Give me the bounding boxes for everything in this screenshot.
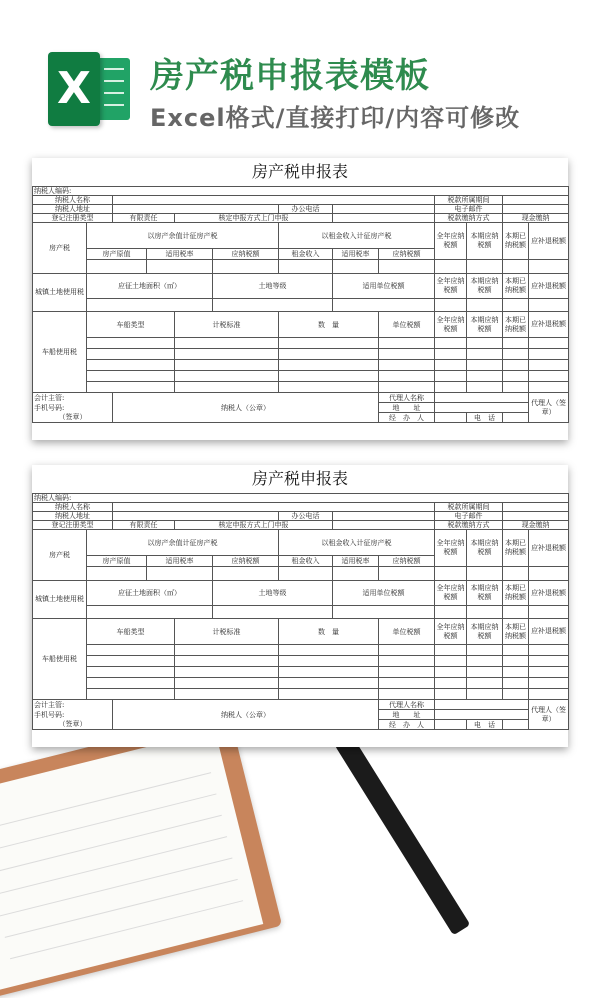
rent-income-header: 以租金收入计征房产税	[279, 223, 435, 249]
office-phone-value[interactable]	[333, 205, 435, 214]
input-cell[interactable]	[503, 360, 529, 371]
form-sheet-1	[32, 158, 568, 440]
taxpayer-address-value[interactable]	[113, 512, 279, 521]
agent-address-label: 地 址	[379, 403, 435, 413]
input-cell[interactable]	[435, 371, 467, 382]
input-cell[interactable]	[379, 360, 435, 371]
pen-image	[332, 730, 471, 936]
input-cell[interactable]	[435, 338, 467, 349]
input-cell[interactable]	[503, 689, 529, 700]
vehicle-type-header: 车船类型	[87, 619, 175, 645]
land-annual-tax-header: 全年应纳税额	[435, 274, 467, 299]
mobile-number-label: 手机号码:	[33, 403, 113, 413]
tax-due-refund-header: 应补退税额	[529, 223, 569, 260]
input-cell[interactable]	[379, 260, 435, 274]
email-value[interactable]	[503, 205, 569, 214]
tax-standard-header: 计税标准	[175, 312, 279, 338]
form-title: 房产税申报表	[251, 162, 348, 181]
input-cell[interactable]	[467, 360, 503, 371]
input-cell[interactable]	[379, 382, 435, 393]
registration-type-label: 登记注册类型	[33, 521, 113, 530]
handler-value[interactable]	[435, 720, 467, 730]
input-cell[interactable]	[279, 349, 379, 360]
rent-tax-payable-header: 应纳税额	[379, 556, 435, 567]
rent-rate-header: 适用税率	[333, 249, 379, 260]
input-cell[interactable]	[435, 360, 467, 371]
page-title: 房产税申报表模板	[150, 56, 430, 96]
residual-value-header: 以房产余值计征房产税	[87, 530, 279, 556]
input-cell[interactable]	[379, 689, 435, 700]
land-area-header: 应征土地面积（㎡）	[87, 274, 213, 299]
rate-header: 适用税率	[147, 556, 213, 567]
current-tax-paid-header: 本期已纳税额	[503, 223, 529, 260]
input-cell[interactable]	[279, 656, 379, 667]
input-cell[interactable]	[87, 260, 147, 274]
annual-tax-header: 全年应纳税额	[435, 530, 467, 567]
input-cell[interactable]	[529, 338, 569, 349]
vehicle-current-tax-header: 本期应纳税额	[467, 619, 503, 645]
input-cell[interactable]	[175, 338, 279, 349]
urban-land-tax-label: 城镇土地使用税	[33, 581, 87, 619]
input-cell[interactable]	[333, 606, 435, 619]
input-cell[interactable]	[529, 360, 569, 371]
tax-payable-header: 应纳税额	[213, 249, 279, 260]
tax-form-table	[32, 186, 569, 423]
vehicle-type-header: 车船类型	[87, 312, 175, 338]
taxpayer-name-value[interactable]	[113, 196, 435, 205]
input-cell[interactable]	[379, 645, 435, 656]
taxpayer-name-value[interactable]	[113, 503, 435, 512]
input-cell[interactable]	[175, 382, 279, 393]
page-header	[0, 0, 600, 150]
input-cell[interactable]	[87, 689, 175, 700]
accounting-supervisor-label: 会计主管:	[33, 393, 113, 403]
input-cell[interactable]	[529, 349, 569, 360]
input-cell[interactable]	[435, 645, 467, 656]
input-cell[interactable]	[147, 260, 213, 274]
input-cell[interactable]	[503, 299, 529, 312]
input-cell[interactable]	[435, 667, 467, 678]
input-cell[interactable]	[529, 371, 569, 382]
vehicle-current-tax-header: 本期应纳税额	[467, 312, 503, 338]
email-label: 电子邮件	[435, 205, 503, 214]
unit-tax-header: 单位税额	[379, 619, 435, 645]
input-cell[interactable]	[333, 260, 379, 274]
input-cell[interactable]	[87, 567, 147, 581]
input-cell[interactable]	[213, 299, 333, 312]
input-cell[interactable]	[279, 260, 333, 274]
input-cell[interactable]	[467, 678, 503, 689]
input-cell[interactable]	[529, 667, 569, 678]
land-tax-refund-header: 应补退税额	[529, 581, 569, 606]
land-tax-refund-header: 应补退税额	[529, 274, 569, 299]
input-cell[interactable]	[467, 667, 503, 678]
input-cell[interactable]	[467, 338, 503, 349]
land-tax-paid-header: 本期已纳税额	[503, 274, 529, 299]
input-cell[interactable]	[503, 656, 529, 667]
input-cell[interactable]	[467, 371, 503, 382]
land-current-tax-header: 本期应纳税额	[467, 274, 503, 299]
input-cell[interactable]	[379, 667, 435, 678]
input-cell[interactable]	[467, 349, 503, 360]
input-cell[interactable]	[467, 299, 503, 312]
current-tax-paid-header: 本期已纳税额	[503, 530, 529, 567]
input-cell[interactable]	[529, 656, 569, 667]
input-cell[interactable]	[213, 606, 333, 619]
input-cell[interactable]	[87, 606, 213, 619]
input-cell[interactable]	[379, 656, 435, 667]
input-cell[interactable]	[175, 349, 279, 360]
input-cell[interactable]	[279, 689, 379, 700]
rent-tax-payable-header: 应纳税额	[379, 249, 435, 260]
input-cell[interactable]	[147, 567, 213, 581]
input-cell[interactable]	[435, 260, 467, 274]
input-cell[interactable]	[529, 299, 569, 312]
current-tax-payable-header: 本期应纳税额	[467, 223, 503, 260]
tax-period-label: 税款所属期间	[435, 503, 503, 512]
vehicle-annual-tax-header: 全年应纳税额	[435, 312, 467, 338]
input-cell[interactable]	[503, 382, 529, 393]
input-cell[interactable]	[435, 606, 467, 619]
input-cell[interactable]	[435, 678, 467, 689]
registration-type-value: 有限责任	[113, 521, 175, 530]
vehicle-tax-label: 车船使用税	[33, 312, 87, 393]
input-cell[interactable]	[333, 299, 435, 312]
email-label: 电子邮件	[435, 512, 503, 521]
email-value[interactable]	[503, 512, 569, 521]
input-cell[interactable]	[175, 678, 279, 689]
handler-value[interactable]	[435, 413, 467, 423]
office-phone-value[interactable]	[333, 512, 435, 521]
input-cell[interactable]	[213, 567, 279, 581]
input-cell[interactable]	[503, 678, 529, 689]
input-cell[interactable]	[279, 678, 379, 689]
input-cell[interactable]	[87, 299, 213, 312]
vehicle-tax-refund-header: 应补退税额	[529, 312, 569, 338]
signature-label: （签章）	[33, 720, 113, 730]
form-sheet-2	[32, 465, 568, 747]
input-cell[interactable]	[175, 689, 279, 700]
input-cell[interactable]	[213, 260, 279, 274]
telephone-label: 电 话	[467, 413, 503, 423]
rate-header: 适用税率	[147, 249, 213, 260]
input-cell[interactable]	[503, 349, 529, 360]
blank-cell[interactable]	[333, 521, 435, 530]
rent-income-header: 以租金收入计征房产税	[279, 530, 435, 556]
registration-type-value: 有限责任	[113, 214, 175, 223]
tax-due-refund-header: 应补退税额	[529, 530, 569, 567]
office-phone-label: 办公电话	[279, 205, 333, 214]
input-cell[interactable]	[279, 338, 379, 349]
taxpayer-address-value[interactable]	[113, 205, 279, 214]
input-cell[interactable]	[503, 567, 529, 581]
page-subtitle: Excel格式/直接打印/内容可修改	[150, 104, 521, 132]
blank-cell[interactable]	[333, 214, 435, 223]
agent-name-value[interactable]	[435, 700, 529, 710]
input-cell[interactable]	[175, 667, 279, 678]
land-annual-tax-header: 全年应纳税额	[435, 581, 467, 606]
registration-type-label: 登记注册类型	[33, 214, 113, 223]
tax-payable-header: 应纳税额	[213, 556, 279, 567]
vehicle-annual-tax-header: 全年应纳税额	[435, 619, 467, 645]
input-cell[interactable]	[529, 689, 569, 700]
property-tax-label: 房产税	[33, 530, 87, 581]
input-cell[interactable]	[503, 667, 529, 678]
input-cell[interactable]	[87, 382, 175, 393]
input-cell[interactable]	[467, 382, 503, 393]
input-cell[interactable]	[87, 349, 175, 360]
annual-tax-header: 全年应纳税额	[435, 223, 467, 260]
agent-name-value[interactable]	[435, 393, 529, 403]
taxpayer-name-label: 纳税人名称	[33, 196, 113, 205]
input-cell[interactable]	[379, 567, 435, 581]
handler-label: 经 办 人	[379, 413, 435, 423]
input-cell[interactable]	[175, 360, 279, 371]
input-cell[interactable]	[435, 656, 467, 667]
input-cell[interactable]	[379, 338, 435, 349]
tax-form-table	[32, 493, 569, 730]
taxpayer-code-label: 纳税人编码:	[33, 187, 569, 196]
input-cell[interactable]	[503, 371, 529, 382]
land-grade-header: 土地等级	[213, 274, 333, 299]
input-cell[interactable]	[435, 382, 467, 393]
rent-income-col-header: 租金收入	[279, 249, 333, 260]
taxpayer-name-label: 纳税人名称	[33, 503, 113, 512]
input-cell[interactable]	[467, 656, 503, 667]
input-cell[interactable]	[467, 606, 503, 619]
input-cell[interactable]	[279, 371, 379, 382]
signature-label: （签章）	[33, 413, 113, 423]
excel-logo-icon: X	[48, 52, 134, 126]
input-cell[interactable]	[467, 645, 503, 656]
residual-value-header: 以房产余值计征房产税	[87, 223, 279, 249]
input-cell[interactable]	[279, 567, 333, 581]
input-cell[interactable]	[529, 606, 569, 619]
input-cell[interactable]	[467, 567, 503, 581]
input-cell[interactable]	[87, 645, 175, 656]
agent-name-label: 代理人名称	[379, 700, 435, 710]
input-cell[interactable]	[435, 689, 467, 700]
input-cell[interactable]	[503, 338, 529, 349]
input-cell[interactable]	[435, 299, 467, 312]
unit-tax-applicable-header: 适用单位税额	[333, 581, 435, 606]
input-cell[interactable]	[279, 667, 379, 678]
input-cell[interactable]	[87, 656, 175, 667]
input-cell[interactable]	[87, 667, 175, 678]
tax-standard-header: 计税标准	[175, 619, 279, 645]
input-cell[interactable]	[279, 645, 379, 656]
office-phone-label: 办公电话	[279, 512, 333, 521]
input-cell[interactable]	[379, 349, 435, 360]
quantity-header: 数 量	[279, 619, 379, 645]
form-title: 房产税申报表	[251, 469, 348, 488]
input-cell[interactable]	[503, 645, 529, 656]
vehicle-tax-paid-header: 本期已纳税额	[503, 619, 529, 645]
input-cell[interactable]	[175, 371, 279, 382]
input-cell[interactable]	[435, 567, 467, 581]
input-cell[interactable]	[529, 382, 569, 393]
telephone-value[interactable]	[503, 720, 529, 730]
urban-land-tax-label: 城镇土地使用税	[33, 274, 87, 312]
assessment-method: 核定申报方式上门申报	[175, 521, 333, 530]
accounting-supervisor-label: 会计主管:	[33, 700, 113, 710]
input-cell[interactable]	[467, 260, 503, 274]
payment-method-label: 税款缴纳方式	[435, 214, 503, 223]
original-value-header: 房产原值	[87, 556, 147, 567]
input-cell[interactable]	[175, 645, 279, 656]
unit-tax-applicable-header: 适用单位税额	[333, 274, 435, 299]
telephone-value[interactable]	[503, 413, 529, 423]
input-cell[interactable]	[467, 689, 503, 700]
input-cell[interactable]	[435, 349, 467, 360]
agent-address-value[interactable]	[435, 403, 529, 413]
input-cell[interactable]	[87, 371, 175, 382]
land-area-header: 应征土地面积（㎡）	[87, 581, 213, 606]
tax-period-value[interactable]	[503, 503, 569, 512]
handler-label: 经 办 人	[379, 720, 435, 730]
land-tax-paid-header: 本期已纳税额	[503, 581, 529, 606]
agent-address-label: 地 址	[379, 710, 435, 720]
vehicle-tax-refund-header: 应补退税额	[529, 619, 569, 645]
input-cell[interactable]	[175, 656, 279, 667]
input-cell[interactable]	[529, 567, 569, 581]
taxpayer-address-label: 纳税人地址	[33, 205, 113, 214]
input-cell[interactable]	[529, 260, 569, 274]
input-cell[interactable]	[503, 606, 529, 619]
land-current-tax-header: 本期应纳税额	[467, 581, 503, 606]
payment-method-value: 现金缴纳	[503, 214, 569, 223]
current-tax-payable-header: 本期应纳税额	[467, 530, 503, 567]
input-cell[interactable]	[333, 567, 379, 581]
telephone-label: 电 话	[467, 720, 503, 730]
taxpayer-seal-label: 纳税人（公章）	[113, 700, 379, 730]
agent-seal-label: 代理人（签章）	[529, 700, 569, 730]
agent-name-label: 代理人名称	[379, 393, 435, 403]
input-cell[interactable]	[279, 360, 379, 371]
input-cell[interactable]	[379, 678, 435, 689]
tax-period-value[interactable]	[503, 196, 569, 205]
taxpayer-address-label: 纳税人地址	[33, 512, 113, 521]
agent-address-value[interactable]	[435, 710, 529, 720]
input-cell[interactable]	[379, 371, 435, 382]
rent-rate-header: 适用税率	[333, 556, 379, 567]
assessment-method: 核定申报方式上门申报	[175, 214, 333, 223]
unit-tax-header: 单位税额	[379, 312, 435, 338]
property-tax-label: 房产税	[33, 223, 87, 274]
rent-income-col-header: 租金收入	[279, 556, 333, 567]
agent-seal-label: 代理人（签章）	[529, 393, 569, 423]
mobile-number-label: 手机号码:	[33, 710, 113, 720]
input-cell[interactable]	[503, 260, 529, 274]
input-cell[interactable]	[529, 645, 569, 656]
taxpayer-seal-label: 纳税人（公章）	[113, 393, 379, 423]
input-cell[interactable]	[87, 338, 175, 349]
vehicle-tax-paid-header: 本期已纳税额	[503, 312, 529, 338]
tax-period-label: 税款所属期间	[435, 196, 503, 205]
original-value-header: 房产原值	[87, 249, 147, 260]
input-cell[interactable]	[279, 382, 379, 393]
vehicle-tax-label: 车船使用税	[33, 619, 87, 700]
payment-method-value: 现金缴纳	[503, 521, 569, 530]
notebook-image	[0, 712, 282, 998]
quantity-header: 数 量	[279, 312, 379, 338]
input-cell[interactable]	[87, 360, 175, 371]
input-cell[interactable]	[529, 678, 569, 689]
land-grade-header: 土地等级	[213, 581, 333, 606]
input-cell[interactable]	[87, 678, 175, 689]
taxpayer-code-label: 纳税人编码:	[33, 494, 569, 503]
payment-method-label: 税款缴纳方式	[435, 521, 503, 530]
